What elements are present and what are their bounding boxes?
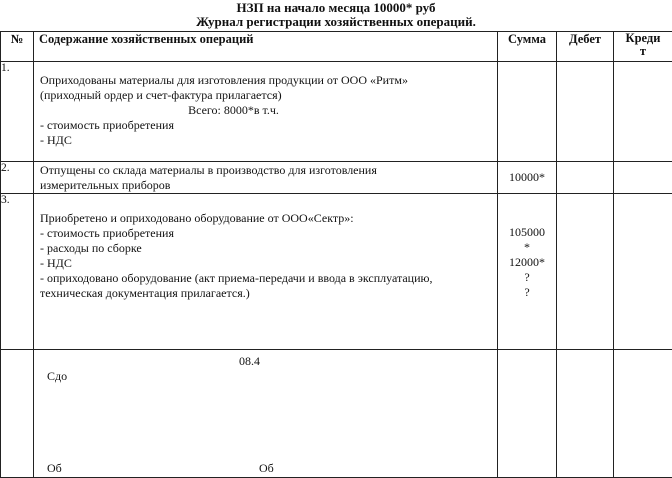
description-line: - стоимость приобретения (40, 226, 497, 241)
sum-value: 10000* (498, 170, 556, 185)
description-line: техническая документация прилагается.) (40, 286, 497, 301)
row-sum (498, 62, 557, 162)
table-row (1, 194, 672, 350)
row-sum (498, 194, 557, 350)
row-credit (614, 62, 672, 162)
column-header-debit: Дебет (557, 32, 614, 62)
column-header-credit-line2: т (614, 45, 672, 58)
sum-value: ? (498, 285, 556, 300)
title-line-1: НЗП на начало месяца 10000* руб (0, 0, 672, 15)
row-debit (557, 194, 614, 350)
description-line: Приобретено и оприходовано оборудование от ООО«Сектр»: (40, 211, 497, 226)
description-line: Оприходованы материалы для изготовления продукции от ООО «Ритм» (40, 73, 497, 88)
column-header-credit-line1: Креди (614, 32, 672, 45)
row-description (34, 194, 498, 350)
table-row (1, 62, 672, 162)
journal-table (0, 31, 672, 478)
column-header-sum: Сумма (498, 32, 557, 62)
row-sum (498, 162, 557, 194)
row-credit (614, 194, 672, 350)
sum-value: 105000 (498, 225, 556, 240)
description-line: - НДС (40, 256, 497, 271)
description-line: (приходный ордер и счет-фактура прилагается) (40, 88, 497, 103)
row-description (34, 350, 498, 478)
description-line: Отпущены со склада материалы в производство для изготовления (40, 163, 497, 178)
column-header-credit (614, 32, 672, 62)
row-credit (614, 162, 672, 194)
table-row (1, 350, 672, 478)
description-line: - расходы по сборке (40, 241, 497, 256)
title-line-2: Журнал регистрации хозяйственных операций. (0, 14, 672, 29)
row-number: 1. (1, 62, 34, 162)
sum-value: ? (498, 270, 556, 285)
row-number: 3. (1, 194, 34, 350)
account-label: 08.4 (239, 354, 260, 369)
row-debit (557, 62, 614, 162)
description-line: - оприходовано оборудование (акт приема-передачи и ввода в эксплуатацию, (40, 271, 497, 286)
row-number: 2. (1, 162, 34, 194)
column-header-number: № (1, 32, 34, 62)
description-line: - стоимость приобретения (40, 118, 497, 133)
row-debit (557, 162, 614, 194)
table-row (1, 162, 672, 194)
column-header-description: Содержание хозяйственных операций (34, 32, 498, 62)
sum-value: 12000* (498, 255, 556, 270)
description-line: - НДС (40, 133, 497, 148)
row-number (1, 350, 34, 478)
row-debit (557, 350, 614, 478)
turnover-label-right: Об (259, 461, 274, 476)
row-sum (498, 350, 557, 478)
turnover-label-left: Об (47, 461, 62, 476)
opening-balance-label: Сдо (47, 369, 67, 384)
sum-value: * (498, 240, 556, 255)
row-description (34, 162, 498, 194)
description-line: измерительных приборов (40, 178, 497, 193)
description-line: Всего: 8000*в т.ч. (40, 103, 497, 118)
row-description (34, 62, 498, 162)
table-header-row (1, 32, 672, 62)
row-credit (614, 350, 672, 478)
